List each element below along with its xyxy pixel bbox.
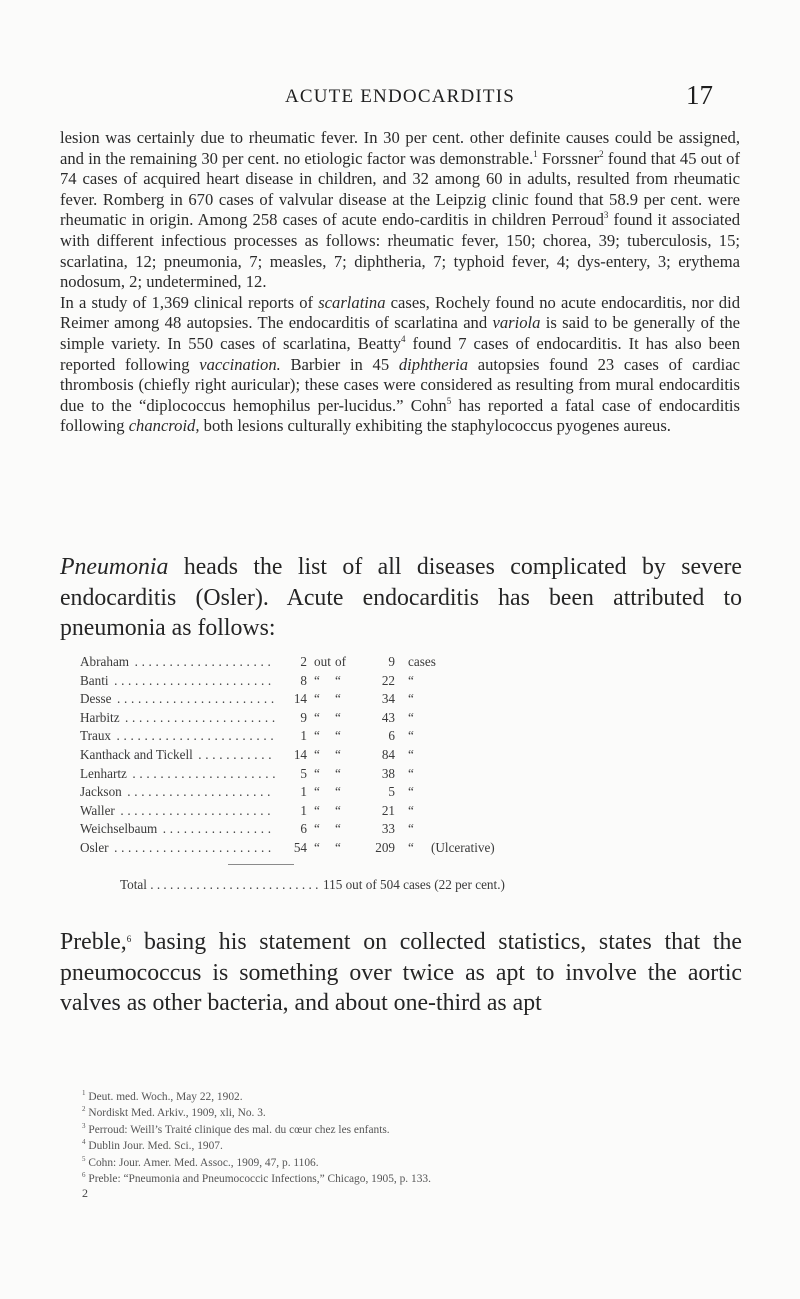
ditto-out: “ bbox=[314, 691, 320, 707]
case-total: 43 bbox=[381, 709, 395, 725]
author-name-text: Harbitz bbox=[80, 709, 120, 725]
table-row bbox=[80, 654, 720, 673]
pneumonia-paragraph bbox=[60, 552, 742, 644]
author-name bbox=[80, 784, 275, 800]
author-name bbox=[80, 691, 275, 707]
author-name bbox=[80, 803, 275, 819]
author-name bbox=[80, 766, 275, 782]
italic-term: diphtheria bbox=[398, 354, 468, 374]
ditto-out: “ bbox=[314, 728, 320, 744]
ditto-out: “ bbox=[314, 821, 320, 837]
table-row bbox=[80, 821, 720, 840]
table-row bbox=[80, 728, 720, 747]
signature-mark: 2 bbox=[82, 1186, 88, 1200]
author-name bbox=[80, 840, 275, 856]
ditto-of: “ bbox=[335, 765, 341, 781]
author-name-text: Abraham bbox=[80, 654, 130, 669]
author-name bbox=[80, 747, 275, 763]
text-run: cases, Rochely found no acute endocarditis, nor did Reimer among 48 autopsies. The endocarditis of scarlatina and bbox=[60, 292, 741, 333]
ditto-of: “ bbox=[335, 746, 341, 762]
page-header bbox=[0, 82, 800, 112]
table-rule bbox=[228, 864, 294, 865]
case-total: 22 bbox=[381, 672, 395, 688]
text-run: both lesions culturally exhibiting the staphylococcus pyogenes aureus. bbox=[199, 416, 671, 436]
case-note: (Ulcerative) bbox=[431, 839, 495, 855]
author-name bbox=[80, 654, 275, 670]
running-title: ACUTE ENDOCARDITIS bbox=[284, 86, 516, 107]
ditto-of: “ bbox=[335, 672, 341, 688]
case-count: 1 bbox=[300, 802, 307, 818]
ditto-cases: “ bbox=[408, 691, 414, 707]
ditto-out: “ bbox=[314, 672, 320, 688]
footnote-ref: 4 bbox=[401, 333, 406, 344]
italic-term: chancroid, bbox=[128, 416, 200, 436]
footnote-text: Deut. med. Woch., May 22, 1902. bbox=[88, 1091, 243, 1103]
ditto-of: “ bbox=[335, 784, 341, 800]
author-name-text: Weichselbaum bbox=[80, 821, 158, 837]
author-name-text: Desse bbox=[80, 691, 112, 707]
footnote bbox=[82, 1122, 742, 1138]
footnotes bbox=[82, 1089, 742, 1187]
table-row bbox=[80, 766, 720, 785]
author-name bbox=[80, 728, 275, 744]
text-run: found 7 cases of endocarditis. It has also been reported following bbox=[60, 333, 740, 374]
table-row bbox=[80, 803, 720, 822]
case-count: 14 bbox=[293, 746, 307, 762]
text-run: lesion was certainly due to rheumatic fever. In 30 per cent. other definite causes could be assigned, and in the remaining 30 per cent. no etiologic factor was demonstrable. bbox=[60, 128, 740, 168]
author-name-text: Jackson bbox=[80, 784, 122, 800]
author-name-text: Waller bbox=[80, 802, 115, 818]
table-row bbox=[80, 747, 720, 766]
ditto-of: “ bbox=[335, 709, 341, 725]
italic-term: scarlatina bbox=[318, 292, 386, 312]
page-number: 17 bbox=[686, 80, 713, 110]
ditto-of: “ bbox=[335, 821, 341, 837]
ditto-cases: “ bbox=[408, 672, 414, 688]
footnote-mark: 6 bbox=[82, 1171, 86, 1180]
author-name-text: Lenhartz bbox=[80, 765, 127, 781]
case-count: 5 bbox=[300, 765, 307, 781]
table-row bbox=[80, 673, 720, 692]
text-run: found that 45 out of 74 cases of acquired heart disease in children, and 32 among 60 in adults, resulted from rheumatic fever. Romberg in 670 cases of valvular disease at the Leipzig clinic found that 58.9 per cent. were rheumatic in origin. Among 258 cases of acute endo-carditis in children Perroud bbox=[60, 148, 740, 230]
body-text bbox=[60, 128, 740, 437]
table-row bbox=[80, 784, 720, 803]
ditto-of: “ bbox=[335, 802, 341, 818]
footnote-text: Perroud: Weill’s Traité clinique des mal. du cœur chez les enfants. bbox=[88, 1123, 390, 1136]
ditto-cases: “ bbox=[408, 839, 414, 855]
footnote bbox=[82, 1089, 742, 1105]
ditto-cases: cases bbox=[408, 654, 436, 669]
ditto-cases: “ bbox=[408, 784, 414, 800]
case-total: 21 bbox=[381, 802, 395, 818]
footnote-ref: 2 bbox=[599, 148, 604, 159]
case-total: 84 bbox=[381, 746, 395, 762]
ditto-out: “ bbox=[314, 746, 320, 762]
text-run: autopsies found 23 cases of cardiac thrombosis (chiefly right auricular); these cases were considered as resulting from mural endocarditis due to the “diplococcus hemophilus per-lucidus.” Cohn bbox=[60, 354, 741, 415]
footnote-mark: 1 bbox=[82, 1089, 86, 1097]
ditto-out: out bbox=[314, 654, 331, 669]
ditto-out: “ bbox=[314, 784, 320, 800]
case-total: 38 bbox=[381, 765, 395, 781]
footnote-mark: 5 bbox=[82, 1154, 86, 1163]
table-row bbox=[80, 710, 720, 729]
case-total: 9 bbox=[388, 654, 395, 669]
case-total: 6 bbox=[388, 728, 395, 744]
text-run: In a study of 1,369 clinical reports of bbox=[60, 292, 319, 312]
ditto-of: “ bbox=[335, 728, 341, 744]
case-total: 34 bbox=[381, 691, 395, 707]
total-label: Total . . . bbox=[120, 877, 320, 893]
footnote-text: Dublin Jour. Med. Sci., 1907. bbox=[88, 1140, 223, 1153]
paragraph-4 bbox=[60, 927, 742, 1019]
case-total: 33 bbox=[381, 821, 395, 837]
footnote-mark: 4 bbox=[82, 1138, 86, 1147]
text-run: Forssner bbox=[537, 148, 600, 168]
footnote bbox=[82, 1105, 742, 1121]
paragraph-3 bbox=[60, 552, 742, 644]
italic-term: Pneumonia bbox=[60, 554, 169, 580]
case-count: 6 bbox=[300, 821, 307, 837]
author-name-text: Traux bbox=[80, 728, 112, 744]
case-count: 2 bbox=[300, 654, 307, 669]
author-name-text: Banti bbox=[80, 672, 109, 688]
author-name bbox=[80, 821, 275, 837]
italic-term: variola bbox=[492, 313, 541, 333]
footnote-mark: 3 bbox=[82, 1121, 86, 1130]
table-row bbox=[80, 691, 720, 710]
footnote bbox=[82, 1155, 742, 1171]
case-count: 9 bbox=[300, 709, 307, 725]
ditto-cases: “ bbox=[408, 821, 414, 837]
text-run: Barbier in 45 bbox=[280, 354, 399, 374]
author-name bbox=[80, 710, 275, 726]
footnote-mark: 2 bbox=[82, 1105, 86, 1114]
text-run: is said to be generally of the simple variety. In 550 cases of scarlatina, Beatty bbox=[60, 313, 740, 353]
footnote-ref: 1 bbox=[533, 148, 538, 159]
text-run: found it associated with different infectious processes as follows: rheumatic fever, 150; chorea, 39; tuberculosis, 15; scarlatina, 12; pneumonia, 7; measles, 7; diphtheria, 7; typhoid fever, 4; dys-entery, 3; erythema nodosum, 2; undetermined, 12. bbox=[60, 210, 740, 292]
footnote-text: Nordiskt Med. Arkiv., 1909, xli, No. 3. bbox=[88, 1107, 266, 1120]
footnote-ref: 3 bbox=[603, 210, 609, 221]
ditto-out: “ bbox=[314, 765, 320, 781]
ditto-cases: “ bbox=[408, 746, 414, 762]
table-row bbox=[80, 840, 720, 859]
total-value: 115 out of 504 cases (22 per cent.) bbox=[323, 877, 505, 892]
footnote-ref: 5 bbox=[446, 395, 452, 406]
author-name-text: Kanthack and Tickell bbox=[80, 746, 193, 762]
case-count: 1 bbox=[300, 728, 307, 744]
case-total: 5 bbox=[388, 784, 395, 800]
ditto-cases: “ bbox=[408, 709, 414, 725]
ditto-out: “ bbox=[314, 839, 320, 855]
footnote-text: Preble: “Pneumonia and Pneumococcic Infections,” Chicago, 1905, p. 133. bbox=[88, 1173, 431, 1186]
ditto-cases: “ bbox=[408, 728, 414, 744]
text-run: has reported a fatal case of endocarditis following bbox=[60, 395, 740, 436]
case-total: 209 bbox=[375, 839, 395, 855]
paragraph-2 bbox=[60, 293, 740, 437]
preble-paragraph bbox=[60, 927, 742, 1019]
footnote bbox=[82, 1138, 742, 1154]
ditto-cases: “ bbox=[408, 802, 414, 818]
case-count: 1 bbox=[300, 784, 307, 800]
ditto-cases: “ bbox=[408, 765, 414, 781]
case-count: 8 bbox=[300, 672, 307, 688]
case-count: 54 bbox=[293, 839, 307, 855]
ditto-of: “ bbox=[335, 691, 341, 707]
paragraph-1 bbox=[60, 128, 740, 293]
text-run: Preble, bbox=[60, 929, 127, 955]
case-count: 14 bbox=[293, 691, 307, 707]
footnote-ref: 6 bbox=[126, 934, 132, 944]
author-name bbox=[80, 673, 275, 689]
footnote-text: Cohn: Jour. Amer. Med. Assoc., 1909, 47, p. 1106. bbox=[88, 1156, 319, 1169]
case-table bbox=[80, 654, 720, 859]
author-name-text: Osler bbox=[80, 839, 109, 855]
text-run: basing his statement on collected statistics, states that the pneumococcus is something over twice as apt to involve the aortic valves as other bacteria, and about one-third as apt bbox=[60, 929, 742, 1017]
ditto-of: of bbox=[335, 654, 346, 669]
ditto-of: “ bbox=[335, 839, 341, 855]
ditto-out: “ bbox=[314, 709, 320, 725]
text-run: heads the list of all diseases complicated by severe endocarditis (Osler). Acute endocarditis has been attributed to pneumonia as follows: bbox=[60, 554, 742, 642]
ditto-out: “ bbox=[314, 802, 320, 818]
total-row bbox=[120, 877, 740, 895]
italic-term: vaccination. bbox=[199, 354, 281, 374]
footnote bbox=[82, 1171, 742, 1187]
